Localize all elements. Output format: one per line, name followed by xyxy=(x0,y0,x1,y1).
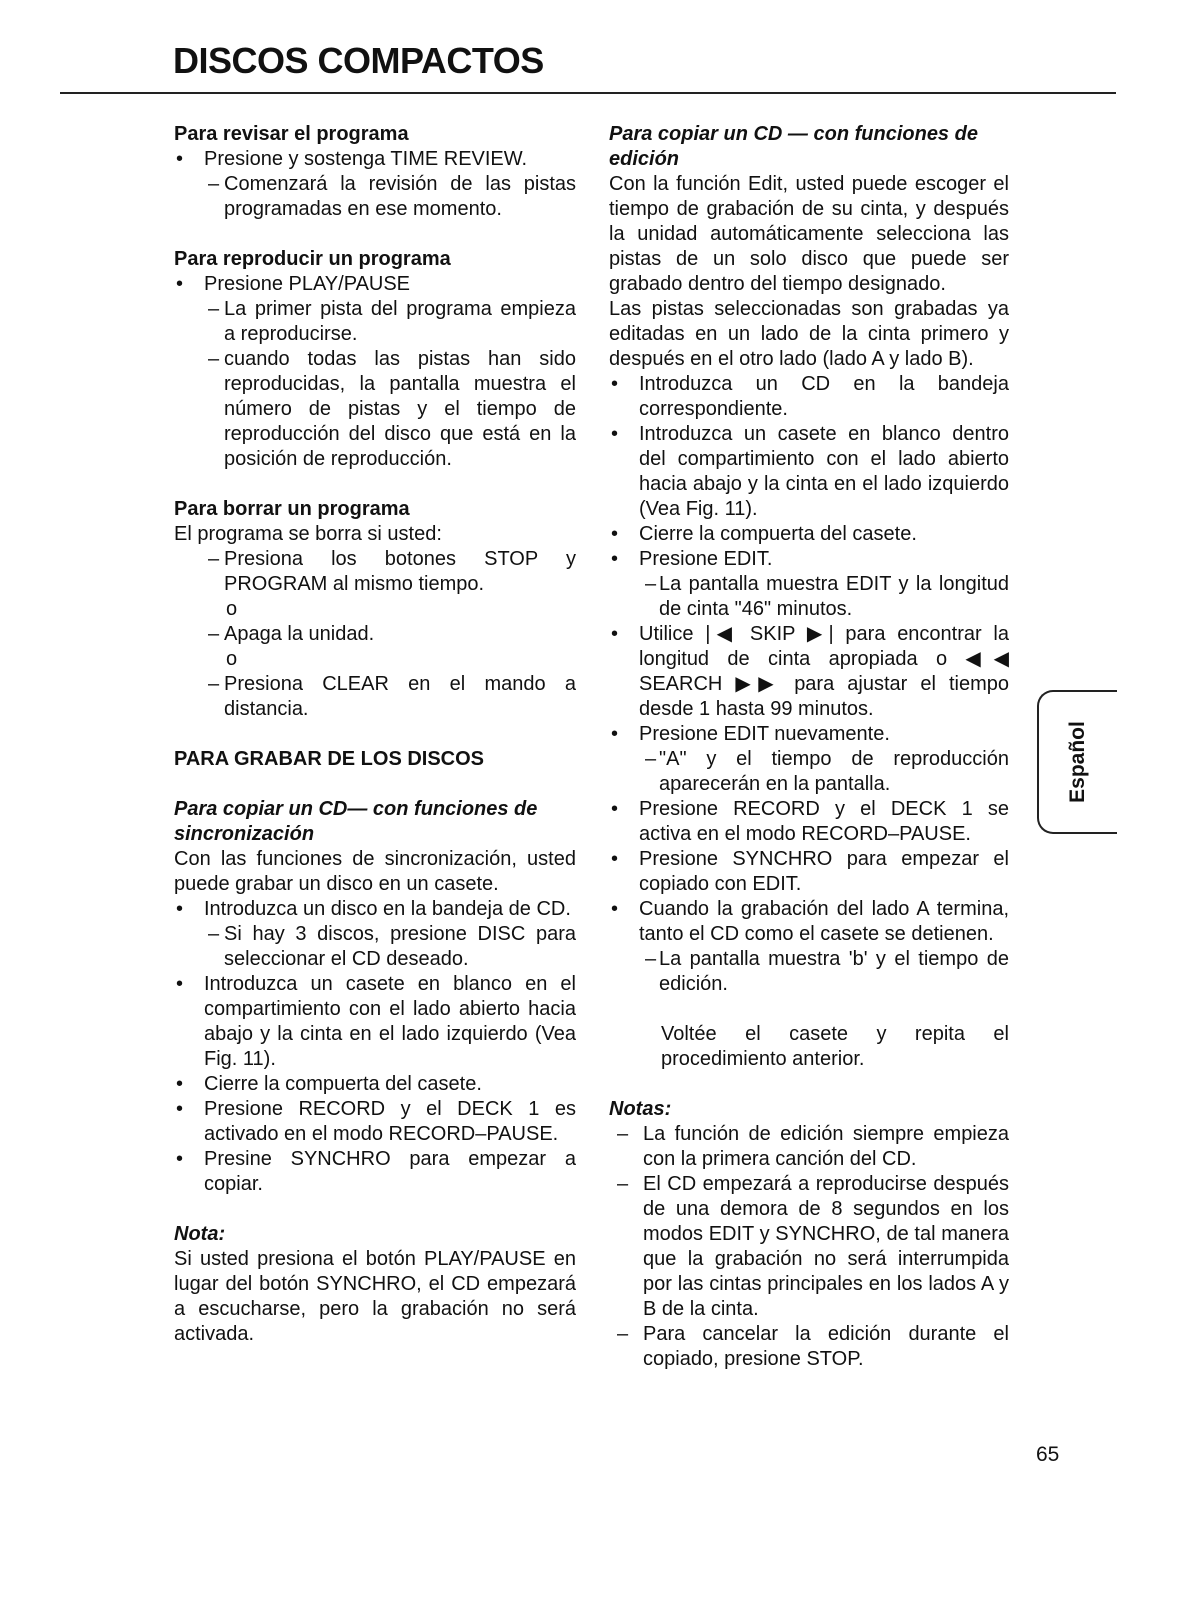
edit-bullet-4-dash: – La pantalla muestra EDIT y la longitud de cinta "46" minutos. xyxy=(609,572,1009,622)
erase-dash-1: – Presiona los botones STOP y PROGRAM al mismo tiempo. xyxy=(174,547,576,597)
erase-or-1: o xyxy=(226,598,238,620)
erase-dash-2: – Apaga la unidad. xyxy=(174,622,576,647)
play-dash-2: – cuando todas las pistas han sido reproducidas, la pantalla muestra el número de pistas y el tiempo de reproducción del disco que está en la posición de reproducción. xyxy=(174,347,576,472)
sync-bullet-4: • Presione RECORD y el DECK 1 es activado en el modo RECORD–PAUSE. xyxy=(174,1097,576,1147)
play-heading: Para reproducir un programa xyxy=(174,248,451,270)
sync-bullet-2: • Introduzca un casete en blanco en el compartimiento con el lado abierto hacia abajo y la cinta en el lado izquierdo (Vea Fig. 11). xyxy=(174,972,576,1072)
review-dash: – Comenzará la revisión de las pistas programadas en ese momento. xyxy=(174,172,576,222)
edit-bullet-1: • Introduzca un CD en la bandeja correspondiente. xyxy=(609,372,1009,422)
play-dash-1: – La primer pista del programa empieza a reproducirse. xyxy=(174,297,576,347)
edit-closing: Voltée el casete y repita el procedimiento anterior. xyxy=(661,1023,1009,1070)
language-tab-label: Español xyxy=(1066,721,1089,803)
spacer xyxy=(609,1072,1009,1097)
notes-item-2: – El CD empezará a reproducirse después de una demora de 8 segundos en los modos EDIT y SYNCHRO, de tal manera que la grabación no será interrumpida por las cintas principales en los lados A y B de la cinta. xyxy=(609,1172,1009,1322)
right-column xyxy=(609,122,1009,1372)
play-bullet: • Presione PLAY/PAUSE xyxy=(174,272,576,297)
edit-bullet-5: • Utilice |◀ SKIP ▶| para encontrar la longitud de cinta apropiada o ◀◀ SEARCH ▶▶ para ajustar el tiempo desde 1 hasta 99 minutos. xyxy=(609,622,1009,722)
spacer xyxy=(174,222,576,247)
edit-bullet-4: • Presione EDIT. xyxy=(609,547,1009,572)
edit-bullet-6: • Presione EDIT nuevamente. xyxy=(609,722,1009,747)
spacer xyxy=(174,1197,576,1222)
edit-bullet-2: • Introduzca un casete en blanco dentro del compartimiento con el lado abierto hacia abajo y la cinta en el lado izquierdo (Vea Fig. 11). xyxy=(609,422,1009,522)
erase-or-2: o xyxy=(226,648,238,670)
record-section-heading: PARA GRABAR DE LOS DISCOS xyxy=(174,748,485,770)
note-text: Si usted presiona el botón PLAY/PAUSE en lugar del botón SYNCHRO, el CD empezará a escucharse, pero la grabación no será activada. xyxy=(174,1248,576,1345)
edit-bullet-6-dash: – "A" y el tiempo de reproducción aparecerán en la pantalla. xyxy=(609,747,1009,797)
sync-bullet-1-dash: – Si hay 3 discos, presione DISC para seleccionar el CD deseado. xyxy=(174,922,576,972)
sync-intro: Con las funciones de sincronización, usted puede grabar un disco en un casete. xyxy=(174,848,576,895)
erase-intro: El programa se borra si usted: xyxy=(174,523,442,545)
spacer xyxy=(174,772,576,797)
language-tab xyxy=(1037,690,1117,834)
erase-dash-3: – Presiona CLEAR en el mando a distancia. xyxy=(174,672,576,722)
left-column xyxy=(174,122,576,1347)
notes-item-3: – Para cancelar la edición durante el copiado, presione STOP. xyxy=(609,1322,1009,1372)
review-heading: Para revisar el programa xyxy=(174,123,409,145)
sync-bullet-5: • Presine SYNCHRO para empezar a copiar. xyxy=(174,1147,576,1197)
spacer xyxy=(174,722,576,747)
edit-bullet-9: • Cuando la grabación del lado A termina, tanto el CD como el casete se detienen. xyxy=(609,897,1009,947)
title-divider xyxy=(60,92,1116,94)
edit-paragraph-1: Con la función Edit, usted puede escoger el tiempo de grabación de su cinta, y después la unidad automáticamente selecciona las pistas de un solo disco que puede ser grabado dentro del tiempo designado. xyxy=(609,173,1009,295)
edit-heading: Para copiar un CD — con funciones de edición xyxy=(609,123,978,170)
spacer xyxy=(609,997,1009,1022)
notes-heading: Notas: xyxy=(609,1098,672,1120)
page-title: DISCOS COMPACTOS xyxy=(173,40,544,81)
note-heading: Nota: xyxy=(174,1223,226,1245)
edit-bullet-7: • Presione RECORD y el DECK 1 se activa en el modo RECORD–PAUSE. xyxy=(609,797,1009,847)
notes-item-1: – La función de edición siempre empieza con la primera canción del CD. xyxy=(609,1122,1009,1172)
edit-bullet-8: • Presione SYNCHRO para empezar el copiado con EDIT. xyxy=(609,847,1009,897)
sync-bullet-1: • Introduzca un disco en la bandeja de CD. xyxy=(174,897,576,922)
review-bullet: • Presione y sostenga TIME REVIEW. xyxy=(174,147,576,172)
spacer xyxy=(174,472,576,497)
edit-bullet-9-dash: – La pantalla muestra 'b' y el tiempo de edición. xyxy=(609,947,1009,997)
edit-bullet-3: • Cierre la compuerta del casete. xyxy=(609,522,1009,547)
page-number: 65 xyxy=(1036,1443,1060,1466)
erase-heading: Para borrar un programa xyxy=(174,498,410,520)
sync-heading: Para copiar un CD— con funciones de sincronización xyxy=(174,798,538,845)
sync-bullet-3: • Cierre la compuerta del casete. xyxy=(174,1072,576,1097)
edit-paragraph-2: Las pistas seleccionadas son grabadas ya editadas en un lado de la cinta primero y después en el otro lado (lado A y lado B). xyxy=(609,298,1009,370)
